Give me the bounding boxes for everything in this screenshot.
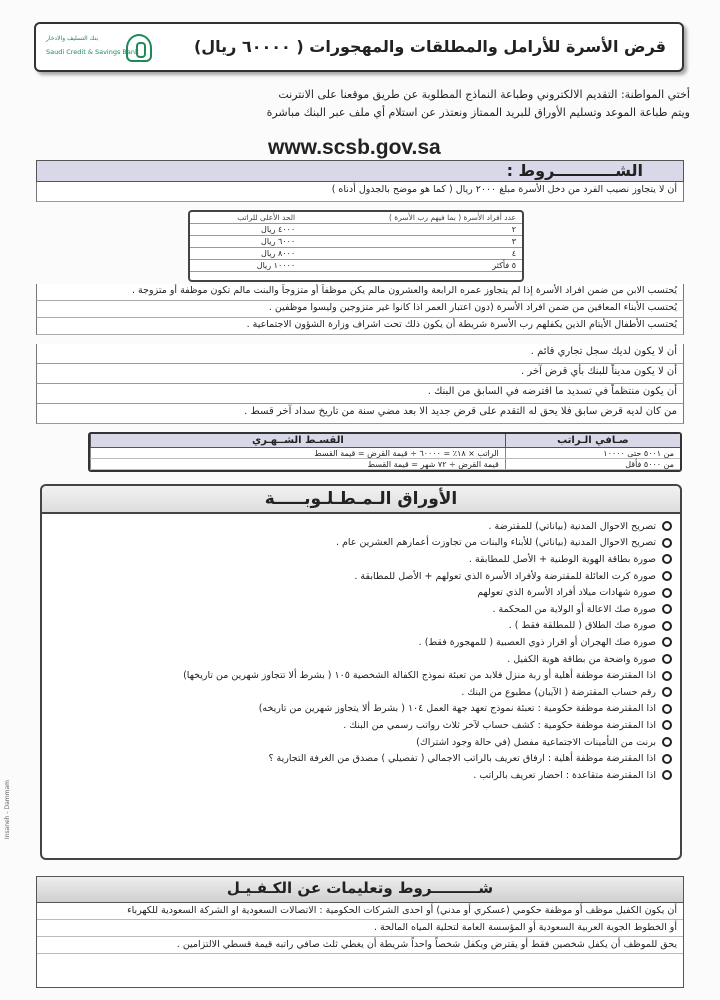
eligibility-rule: أن لا يكون لديك سجل تجاري قائم . [36,344,684,364]
documents-list [48,518,672,784]
guarantor-rule: أن يكون الكفيل موظف أو موظفة حكومي (عسكري أو مدني) أو احدى الشركات الحكومية : الاتصالات السعودية او الشركة السعودية للكهرباء [37,903,683,920]
guarantor-rule: أو الخطوط الجوية العربية السعودية أو المؤسسة العامة لتحلية المياه المالحة . [37,920,683,937]
guarantor-conditions-box [36,876,684,988]
document-item-text: صورة صك الاعالة أو الولاية من المحكمة . [492,603,656,615]
list-item [48,701,672,718]
table-cell: ٢ [301,224,522,236]
eligibility-rule: من كان لديه قرض سابق فلا يحق له التقدم على قرض جديد الا بعد مضي سنة من تاريخ سداد آخر قسط . [36,404,684,424]
document-item-text: صورة واضحة من بطاقة هوية الكفيل . [507,653,656,665]
document-item-text: اذا المقترضة موظفة أهلية : ارفاق تعريف بالراتب الاجمالي ( تفصيلي ) مصدق من الغرفة التجارية ؟ [268,753,656,765]
logo-arabic-text: بنك التسليف والادخار [46,35,99,42]
table-cell: ٤ [301,248,522,260]
circle-bullet-icon [662,770,672,780]
logo-english-text: Saudi Credit & Savings Bank [46,48,139,56]
document-item-text: صورة كرت العائلة للمقترضة ولأفراد الأسرة الذي تعولهم + الأصل للمطابقة . [354,570,656,582]
document-item-text: رقم حساب المقترضة ( الآيبان) مطبوع من البنك . [461,686,656,698]
circle-bullet-icon [662,538,672,548]
list-item [48,568,672,585]
document-item-text: صورة صك الهجران أو اقرار ذوي العصبية ( للمهجورة فقط) . [418,636,656,648]
table-cell: قيمة القرض ÷ ٧٢ شهر = قيمة القسط [91,459,506,470]
document-item-text: تصريح الاحوال المدنية (بياناتي) للأبناء والبنات من تجاوزت أعمارهم العشرين عام . [335,537,656,549]
table-row [91,448,681,459]
sub-rule: يُحتسب الابن من ضمن افراد الأسرة إذا لم يتجاوز عمره الرابعة والعشرون مالم يكن موظفاً أو متزوجاً والبنت مالم تكون موظفة أو متزوجة . [36,284,684,301]
document-item-text: تصريح الاحوال المدنية (بياناتي) للمقترضة . [488,520,656,532]
table-row [190,224,522,236]
document-item-text: اذا المقترضة موظفة حكومية : كشف حساب لآخر ثلاث رواتب رسمي من البنك . [343,719,656,731]
list-item [48,551,672,568]
bank-logo [44,32,154,66]
list-item [48,734,672,751]
list-item [48,634,672,651]
intro-text [70,86,690,122]
conditions-block [36,182,684,202]
list-item [48,601,672,618]
table-cell: من ٥٠٠١ حتى ١٠٠٠٠ [505,448,680,459]
intro-line: ويتم طباعة الموعد وتسليم الأوراق للبريد الممتاز ونعتذر عن استلام أي ملف عبر البنك مباشرة [266,106,690,119]
sub-rule: يُحتسب الأبناء المعاقين من ضمن افراد الأسرة (دون اعتبار العمر اذا كانوا غير متزوجين وليسوا موظفين . [36,301,684,318]
guarantor-rule: يحق للموظف أن يكفل شخصين فقط أو يقترض ويكفل شخصاً واحداً شريطة أن يغطي ثلث صافي راتبه قيمة قسطي الالتزامين . [37,937,683,954]
table-cell: ١٠٠٠٠ ريال [190,260,301,272]
circle-bullet-icon [662,588,672,598]
table-header: القسـط الشــهـري [91,434,506,448]
table-cell: ٤٠٠٠ ريال [190,224,301,236]
conditions-header: الشـــــــــــروط : [36,160,684,182]
table-row [190,236,522,248]
document-item-text: اذا المقترضة متقاعدة : احضار تعريف بالراتب . [473,769,656,781]
sub-rule: يُحتسب الأطفال الأيتام الذين يكفلهم رب الأسرة شريطة أن يكون ذلك تحت اشراف وزارة الشؤون الاجتماعية . [36,318,684,335]
table-cell: ٣ [301,236,522,248]
circle-bullet-icon [662,654,672,664]
guarantor-header: شـــــــــروط وتعليمات عن الكـفـيـل [37,877,683,903]
circle-bullet-icon [662,604,672,614]
table-cell: ٥ فأكثر [301,260,522,272]
list-item [48,518,672,535]
table-row [91,459,681,470]
document-item-text: اذا المقترضة موظفة حكومية : تعبئة نموذج تعهد جهة العمل ١٠٤ ( بشرط ألا يتجاوز شهرين من تاريخه) [258,703,656,715]
list-item [48,717,672,734]
website-url: www.scsb.gov.sa [268,136,441,159]
document-item-text: صورة شهادات ميلاد أفراد الأسرة الذي تعولهم [477,587,656,599]
eligibility-rule: أن لا يكون مديناً للبنك بأي قرض آخر . [36,364,684,384]
list-item [48,618,672,635]
table-row [190,248,522,260]
family-member-rules [36,284,684,335]
document-item-text: صورة صك الطلاق ( للمطلقة فقط ) . [508,620,656,632]
circle-bullet-icon [662,737,672,747]
list-item [48,535,672,552]
table-cell: الراتب × ١٨٪ = ٦٠٠٠٠ ÷ قيمة القرض = قيمة القسط [91,448,506,459]
list-item [48,584,672,601]
document-item-text: صورة بطاقة الهوية الوطنية + الأصل للمطابقة . [468,553,656,565]
guarantor-lines [37,903,683,954]
circle-bullet-icon [662,571,672,581]
eligibility-rule: أن يكون منتظماً في تسديد ما اقترضه في السابق من البنك . [36,384,684,404]
condition-rule: أن لا يتجاوز نصيب الفرد من دخل الأسرة مبلغ ٢٠٠٠ ريال ( كما هو موضح بالجدول أدناه ) [36,182,684,202]
table-header: الحد الأعلى للراتب [190,212,301,224]
circle-bullet-icon [662,554,672,564]
circle-bullet-icon [662,521,672,531]
list-item [48,767,672,784]
list-item [48,750,672,767]
circle-bullet-icon [662,704,672,714]
circle-bullet-icon [662,720,672,730]
circle-bullet-icon [662,671,672,681]
list-item [48,651,672,668]
table-header: عدد أفراد الأسرة ( بما فيهم رب الأسرة ) [301,212,522,224]
documents-header: الأوراق الـمـطـلـوبـــــة [42,486,680,514]
eligibility-rules [36,344,684,424]
circle-bullet-icon [662,621,672,631]
page-title: قرض الأسرة للأرامل والمطلقات والمهجورات ( ٦٠٠٠٠ ريال) [193,37,666,56]
income-limit-table [188,210,524,282]
document-item-text: اذا المقترضة موظفة أهلية أو ربة منزل فلابد من تعبئة نموذج الكفالة الشخصية ١٠٥ ( بشرط ألا تتجاوز شهرين من تاريخها) [183,670,656,682]
table-header: صـافي الـراتب [505,434,680,448]
table-cell: ٦٠٠٠ ريال [190,236,301,248]
circle-bullet-icon [662,754,672,764]
installment-table [88,432,682,472]
table-cell: ٨٠٠٠ ريال [190,248,301,260]
circle-bullet-icon [662,637,672,647]
list-item [48,667,672,684]
document-item-text: برنت من التأمينات الاجتماعية مفصل (في حالة وجود اشتراك) [416,736,656,748]
side-note: Insaneh - Dammam [4,780,11,840]
list-item [48,684,672,701]
circle-bullet-icon [662,687,672,697]
intro-line: أختي المواطنة: التقديم الالكتروني وطباعة النماذج المطلوبة عن طريق موقعنا على الانترنت [278,88,690,101]
header-box [34,22,684,72]
required-documents-box [40,484,682,860]
table-cell: من ٥٠٠٠ فأقل [505,459,680,470]
table-row [190,260,522,272]
